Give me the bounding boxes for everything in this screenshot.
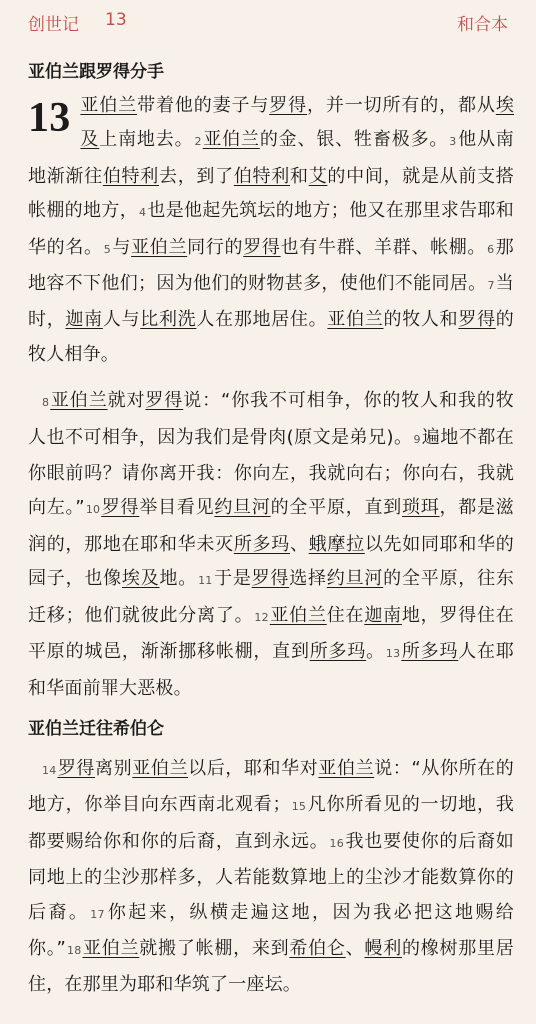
verse-number[interactable]: 4 xyxy=(139,206,147,220)
verse-text: 同行的 xyxy=(187,236,244,258)
verse-text: 以先如同耶和华的园子，也像 xyxy=(28,533,515,590)
verse-text: 、 xyxy=(289,533,309,555)
verse-number[interactable]: 2 xyxy=(194,135,202,149)
verse-number[interactable]: 17 xyxy=(90,907,105,921)
proper-name-link[interactable]: 埃及 xyxy=(121,568,160,590)
proper-name-link[interactable]: 约旦河 xyxy=(214,497,271,519)
version-selector[interactable]: 和合本 xyxy=(457,14,508,35)
verse-text: 就搬了帐棚，来到 xyxy=(139,937,290,959)
chapter-number-drop-cap: 13 xyxy=(28,95,71,141)
proper-name-link[interactable]: 罗得 xyxy=(458,309,496,331)
verse-text: 。 xyxy=(366,641,385,663)
book-name[interactable]: 创世记 xyxy=(28,14,79,35)
verse-text: 的全平原，直到 xyxy=(270,497,402,519)
verse-text: 住在 xyxy=(326,604,365,626)
verse-number[interactable]: 9 xyxy=(413,432,421,446)
verse-text: 也有牛群、羊群、帐棚。 xyxy=(280,236,487,258)
verse-text: 选择 xyxy=(289,568,327,590)
verse-number[interactable]: 13 xyxy=(385,647,401,661)
chapter-nav[interactable] xyxy=(28,10,127,35)
proper-name-link[interactable]: 所多玛 xyxy=(233,533,290,555)
verse-text: 说：“从你所在的地方，你举目向东西南北观看； xyxy=(28,757,514,816)
verse-number[interactable]: 18 xyxy=(67,943,82,957)
proper-name-link[interactable]: 罗得 xyxy=(251,568,290,590)
verse-number[interactable]: 16 xyxy=(329,836,344,850)
verse-text: 人与 xyxy=(102,309,141,331)
proper-name-link[interactable]: 伯特利 xyxy=(102,165,159,187)
proper-name-link[interactable]: 罗得 xyxy=(243,236,281,258)
proper-name-link[interactable]: 亚伯兰 xyxy=(132,757,189,779)
top-bar xyxy=(0,0,536,44)
proper-name-link[interactable]: 比利洗 xyxy=(140,309,197,331)
proper-name-link[interactable]: 幔利 xyxy=(364,937,402,959)
proper-name-link[interactable]: 亚伯兰 xyxy=(202,129,260,151)
verse-text: 举目看见 xyxy=(139,497,215,519)
verse-text: 凡你所看见的一切地，我都要赐给你和你的后裔，直到永远。 xyxy=(28,794,514,852)
verse-number[interactable]: 3 xyxy=(449,135,457,149)
proper-name-link[interactable]: 伯特利 xyxy=(233,165,290,187)
verse-number[interactable]: 12 xyxy=(254,610,269,624)
proper-name-link[interactable]: 迦南 xyxy=(364,604,402,626)
proper-name-link[interactable]: 罗得 xyxy=(101,497,140,519)
section-heading: 亚伯兰迁往希伯仑 xyxy=(28,718,164,739)
proper-name-link[interactable]: 约旦河 xyxy=(326,568,384,590)
verse-text: 那地容不下他们；因为他们的财物甚多，使他们不能同居。 xyxy=(28,236,515,295)
verse-text: 的金、银、牲畜极多。 xyxy=(259,129,449,151)
verse-number[interactable]: 6 xyxy=(487,242,495,256)
scripture-content xyxy=(28,55,514,1003)
proper-name-link[interactable]: 艾 xyxy=(308,165,328,187)
verse-text: 于是 xyxy=(213,568,252,590)
proper-name-link[interactable]: 迦南 xyxy=(65,309,103,331)
verse-number[interactable]: 14 xyxy=(42,763,57,777)
proper-name-link[interactable]: 亚伯兰 xyxy=(327,309,384,331)
verse-text: 人在那地居住。 xyxy=(196,309,328,331)
verse-text: 的牧人和 xyxy=(383,309,459,331)
verse-number[interactable]: 10 xyxy=(85,503,101,517)
verse-text: 的橡树那里居住，在那里为耶和华筑了一座坛。 xyxy=(28,937,514,996)
verse-text: 带着他的妻子与 xyxy=(137,95,270,116)
verse-text: 以后，耶和华对 xyxy=(188,757,319,779)
proper-name-link[interactable]: 琐珥 xyxy=(401,497,440,519)
proper-name-link[interactable]: 所多玛 xyxy=(309,641,367,663)
proper-name-link[interactable]: 亚伯兰 xyxy=(80,95,138,116)
verse-text: 你起来，纵横走遍这地，因为我必把这地赐给你。” xyxy=(28,901,514,959)
verse-text: ，都是滋润的，那地在耶和华未灭 xyxy=(28,497,514,555)
proper-name-link[interactable]: 希伯仑 xyxy=(289,937,346,959)
proper-name-link[interactable]: 亚伯兰 xyxy=(82,937,140,959)
verse-text: 离别 xyxy=(95,757,133,779)
verse-text: 也是他起先筑坛的地方；他又在那里求告耶和华的名。 xyxy=(28,200,514,258)
verse-number[interactable]: 7 xyxy=(487,279,495,293)
proper-name-link[interactable]: 罗得 xyxy=(145,390,184,412)
proper-name-link[interactable]: 亚伯兰 xyxy=(318,757,375,779)
verse-text: 我也要使你的后裔如同地上的尘沙那样多，人若能数算地上的尘沙才能数算你的后裔。 xyxy=(28,830,514,923)
verse-text: 的全平原，往东迁移；他们就彼此分离了。 xyxy=(28,568,515,626)
verse-text: 说：“你我不可相争，你的牧人和我的牧人也不可相争，因为我们是骨肉(原文是弟兄)。 xyxy=(28,390,514,448)
verse-text: 与 xyxy=(111,236,132,258)
verse-text: 人在耶和华面前罪大恶极。 xyxy=(28,641,515,699)
proper-name-link[interactable]: 亚伯兰 xyxy=(50,390,108,412)
proper-name-link[interactable]: 亚伯兰 xyxy=(131,236,188,258)
proper-name-link[interactable]: 罗得 xyxy=(57,757,96,779)
verse-text: ，并一切所有的，都从 xyxy=(307,95,496,116)
passage-paragraph xyxy=(28,89,514,372)
verse-number[interactable]: 8 xyxy=(42,396,50,410)
verse-text: 的牧人相争。 xyxy=(28,309,514,365)
proper-name-link[interactable]: 罗得 xyxy=(269,95,307,116)
verse-text: 、 xyxy=(345,937,365,959)
passage-paragraph xyxy=(28,752,514,1003)
passage-paragraph xyxy=(28,384,514,706)
verse-number[interactable]: 15 xyxy=(291,800,307,814)
verse-text: 地。 xyxy=(159,568,198,590)
proper-name-link[interactable]: 蛾摩拉 xyxy=(308,533,365,555)
proper-name-link[interactable]: 亚伯兰 xyxy=(269,604,327,626)
verse-number[interactable]: 11 xyxy=(198,574,213,588)
proper-name-link[interactable]: 埃及 xyxy=(80,95,515,151)
verse-text: 的中间，就是从前支搭帐棚的地方， xyxy=(28,165,514,222)
verse-text: 遍地不都在你眼前吗？请你离开我：你向左，我就向右；你向右，我就向左。” xyxy=(28,426,515,519)
verse-text: 上南地去。 xyxy=(99,129,194,151)
verse-text: 地，罗得住在平原的城邑，渐渐挪移帐棚，直到 xyxy=(28,604,515,663)
verse-number[interactable]: 5 xyxy=(103,242,111,256)
section-heading: 亚伯兰跟罗得分手 xyxy=(28,62,164,82)
verse-text: 就对 xyxy=(107,390,146,412)
chapter-number[interactable]: 13 xyxy=(105,9,127,30)
verse-text: 和 xyxy=(289,165,309,187)
verse-text: 去，到了 xyxy=(158,165,234,187)
verse-text: 他从南地渐渐往 xyxy=(28,129,514,187)
verse-text: 当时， xyxy=(28,273,514,331)
proper-name-link[interactable]: 所多玛 xyxy=(401,641,459,663)
